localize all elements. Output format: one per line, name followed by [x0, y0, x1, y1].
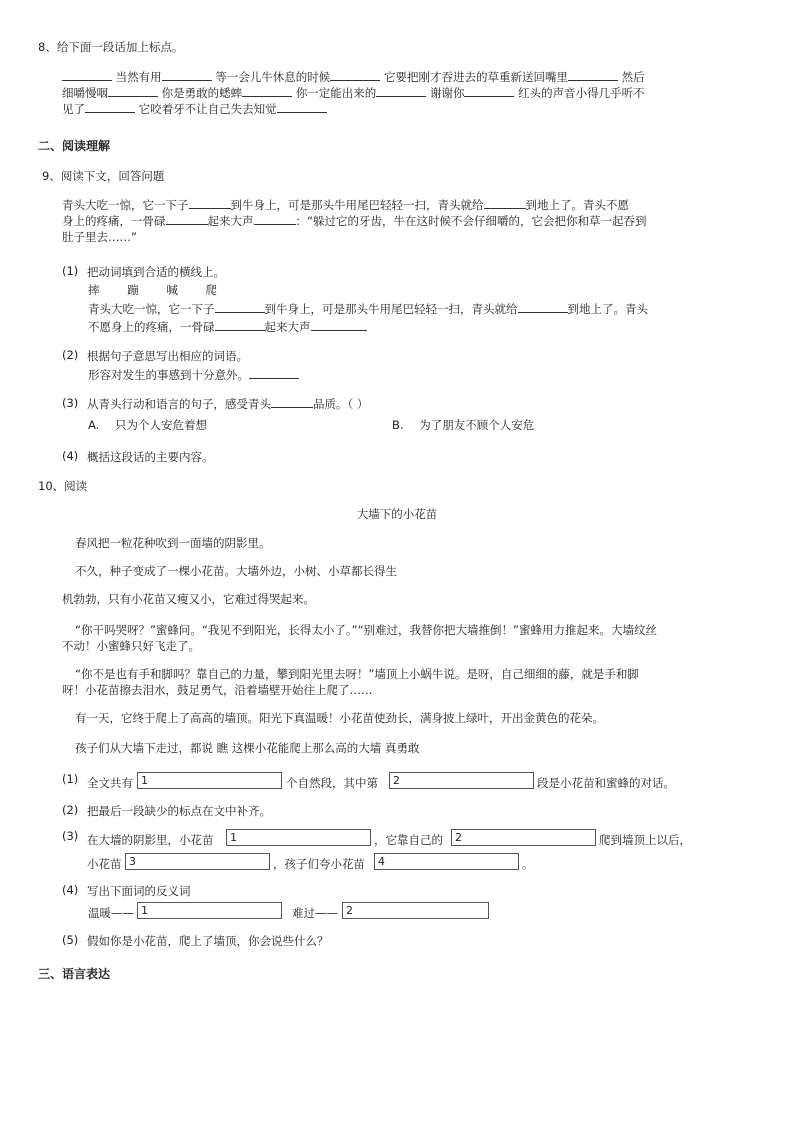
- story-para: “你不是也有手和脚吗？靠自己的力量，攀到阳光里去呀！”墙顶上小蜗牛说。是呀，自己细细的藤，就是手和脚: [75, 667, 639, 681]
- blank[interactable]: [568, 69, 618, 81]
- blank[interactable]: [376, 85, 426, 97]
- text: 然后: [621, 70, 645, 84]
- text: 难过——: [292, 906, 338, 920]
- story-para: 机勃勃，只有小花苗又瘦又小，它难过得哭起来。: [62, 592, 315, 606]
- blank[interactable]: [254, 213, 296, 225]
- word: 摔: [88, 283, 100, 297]
- blank[interactable]: [215, 319, 265, 331]
- text: 不愿身上的疼痛，一骨碌: [88, 320, 215, 334]
- text: 它咬着牙不让自己失去知觉: [138, 102, 277, 116]
- q8-line-1: [62, 69, 645, 85]
- q10-sub4-text: 写出下面词的反义词: [87, 884, 191, 898]
- answer-box[interactable]: 3: [125, 853, 270, 870]
- text: 到地上了。青头不愿: [525, 198, 629, 212]
- text: 见了: [62, 102, 85, 116]
- text: 小花苗: [87, 857, 122, 871]
- text: 身上的疼痛，一骨碌: [62, 214, 166, 228]
- text: 等一会儿牛休息的时候: [215, 70, 331, 84]
- q8-line-3: [62, 101, 327, 117]
- option-label: A.: [88, 418, 100, 432]
- q10-sub1-num: (1): [62, 772, 79, 786]
- q9-sub3-num: (3): [62, 396, 79, 410]
- text: 当然有用: [115, 70, 162, 84]
- text: 。: [522, 857, 534, 871]
- blank[interactable]: [242, 85, 292, 97]
- q9-passage-line-3: 肚子里去……”: [62, 230, 137, 244]
- section-heading-3: 三、语言表达: [38, 967, 111, 981]
- q10-sub3-num: (3): [62, 829, 79, 843]
- text: ，它靠自己的: [374, 833, 443, 847]
- text: 青头大吃一惊，它一下子: [88, 302, 215, 316]
- text: 段是小花苗和蜜蜂的对话。: [537, 776, 675, 790]
- text: 它要把刚才吞进去的草重新送回嘴里: [383, 70, 568, 84]
- q9-sub1-num: (1): [62, 264, 79, 278]
- q9-sub4-text: 概括这段话的主要内容。: [87, 450, 214, 464]
- q9-sub2-line: [88, 367, 299, 383]
- text: 个自然段，其中第: [286, 776, 378, 790]
- option-a[interactable]: [88, 417, 207, 433]
- q10-sub5-num: (5): [62, 933, 79, 947]
- q9-title: 9、阅读下文，回答问题: [42, 169, 165, 183]
- q8-line-2: [62, 85, 645, 101]
- text: 在大墙的阴影里，小花苗: [87, 833, 214, 847]
- blank[interactable]: [464, 85, 514, 97]
- q9-passage-line-2: [62, 213, 646, 229]
- q9-sub1-text: 把动词填到合适的横线上。: [87, 265, 225, 279]
- story-para: 春风把一粒花种吹到一面墙的阴影里。: [75, 536, 271, 550]
- q8-title: 8、给下面一段话加上标点。: [38, 40, 184, 54]
- section-heading-2: 二、阅读理解: [38, 139, 111, 153]
- text: ：“躲过它的牙齿，牛在这时候不会仔细嚼的，它会把你和草一起吞到: [295, 214, 647, 228]
- option-text: 为了朋友不顾个人安危: [419, 418, 535, 432]
- text: 细嚼慢咽: [62, 86, 108, 100]
- q10-sub4-num: (4): [62, 883, 79, 897]
- q9-sub2-num: (2): [62, 348, 79, 362]
- blank[interactable]: [62, 69, 112, 81]
- answer-box[interactable]: 2: [342, 902, 489, 919]
- blank[interactable]: [166, 213, 208, 225]
- text: 到地上了。青头: [567, 302, 648, 316]
- text: 起来大声: [264, 320, 311, 334]
- text: 你是勇敢的蟋蟀: [161, 86, 243, 100]
- answer-box[interactable]: 1: [226, 829, 371, 846]
- story-para: 孩子们从大墙下走过，都说 瞧 这棵小花能爬上那么高的大墙 真勇敢: [75, 741, 420, 755]
- blank[interactable]: [518, 301, 568, 313]
- option-b[interactable]: [392, 417, 534, 433]
- text: ，孩子们夸小花苗: [273, 857, 365, 871]
- q10-sub2-text: 把最后一段缺少的标点在文中补齐。: [87, 804, 271, 818]
- blank[interactable]: [162, 69, 212, 81]
- q10-sub5-text: 假如你是小花苗，爬上了墙顶，你会说些什么？: [87, 934, 329, 948]
- answer-box[interactable]: 2: [451, 829, 596, 846]
- blank[interactable]: [108, 85, 158, 97]
- story-title: 大墙下的小花苗: [356, 507, 438, 521]
- option-label: B.: [392, 418, 404, 432]
- text: 形容对发生的事感到十分意外。: [88, 368, 249, 382]
- blank[interactable]: [277, 101, 327, 113]
- text: 起来大声: [207, 214, 254, 228]
- text: 品质。（ ）: [313, 397, 369, 411]
- text: 红头的声音小得几乎听不: [518, 86, 645, 100]
- q10-title: 10、阅读: [38, 479, 88, 493]
- story-para: 不动！小蜜蜂只好飞走了。: [62, 639, 200, 653]
- text: 青头大吃一惊，它一下子: [62, 198, 189, 212]
- blank[interactable]: [189, 197, 231, 209]
- text: 到牛身上，可是那头牛用尾巴轻轻一扫，青头就给: [230, 198, 484, 212]
- blank[interactable]: [249, 367, 299, 379]
- blank[interactable]: [330, 69, 380, 81]
- answer-box[interactable]: 1: [137, 902, 282, 919]
- answer-box[interactable]: 2: [389, 772, 534, 789]
- answer-box[interactable]: 1: [137, 772, 282, 789]
- q9-sub2-text: 根据句子意思写出相应的词语。: [87, 349, 248, 363]
- text: 你一定能出来的: [295, 86, 377, 100]
- word-bank: [88, 282, 217, 298]
- q9-sub1-line-1: [88, 301, 648, 317]
- answer-box[interactable]: 4: [374, 853, 519, 870]
- option-text: 只为个人安危着想: [114, 418, 207, 432]
- word: 蹦: [127, 283, 139, 297]
- blank[interactable]: [484, 197, 526, 209]
- q10-sub2-num: (2): [62, 803, 79, 817]
- text: 从青头行动和语言的句子，感受青头: [87, 397, 271, 411]
- story-para: 呀！小花苗擦去泪水，鼓足勇气，沿着墙壁开始往上爬了……: [62, 683, 373, 697]
- blank[interactable]: [271, 396, 313, 408]
- story-para: 不久，种子变成了一棵小花苗。大墙外边，小树、小草都长得生: [75, 564, 397, 578]
- story-para: 有一天，它终于爬上了高高的墙顶。阳光下真温暖！小花苗使劲长，满身披上绿叶，开出金黄色的花朵。: [75, 711, 604, 725]
- text: 温暖——: [88, 906, 134, 920]
- q9-sub1-line-2: [88, 319, 367, 335]
- text: 谢谢你: [429, 86, 465, 100]
- text: 全文共有: [87, 776, 133, 790]
- word: 爬: [205, 283, 217, 297]
- text: 爬到墙顶上以后，: [599, 833, 691, 847]
- blank[interactable]: [85, 101, 135, 113]
- text: 到牛身上，可是那头牛用尾巴轻轻一扫，青头就给: [264, 302, 518, 316]
- blank[interactable]: [215, 301, 265, 313]
- word: 喊: [166, 283, 178, 297]
- q9-passage-line-1: [62, 197, 629, 213]
- q9-sub3-text: [87, 396, 368, 412]
- q9-sub4-num: (4): [62, 449, 79, 463]
- story-para: “你干吗哭呀？”蜜蜂问。“我见不到阳光，长得太小了。”“别难过，我替你把大墙推倒！”蜜蜂用力推起来。大墙纹丝: [75, 623, 657, 637]
- blank[interactable]: [311, 319, 367, 331]
